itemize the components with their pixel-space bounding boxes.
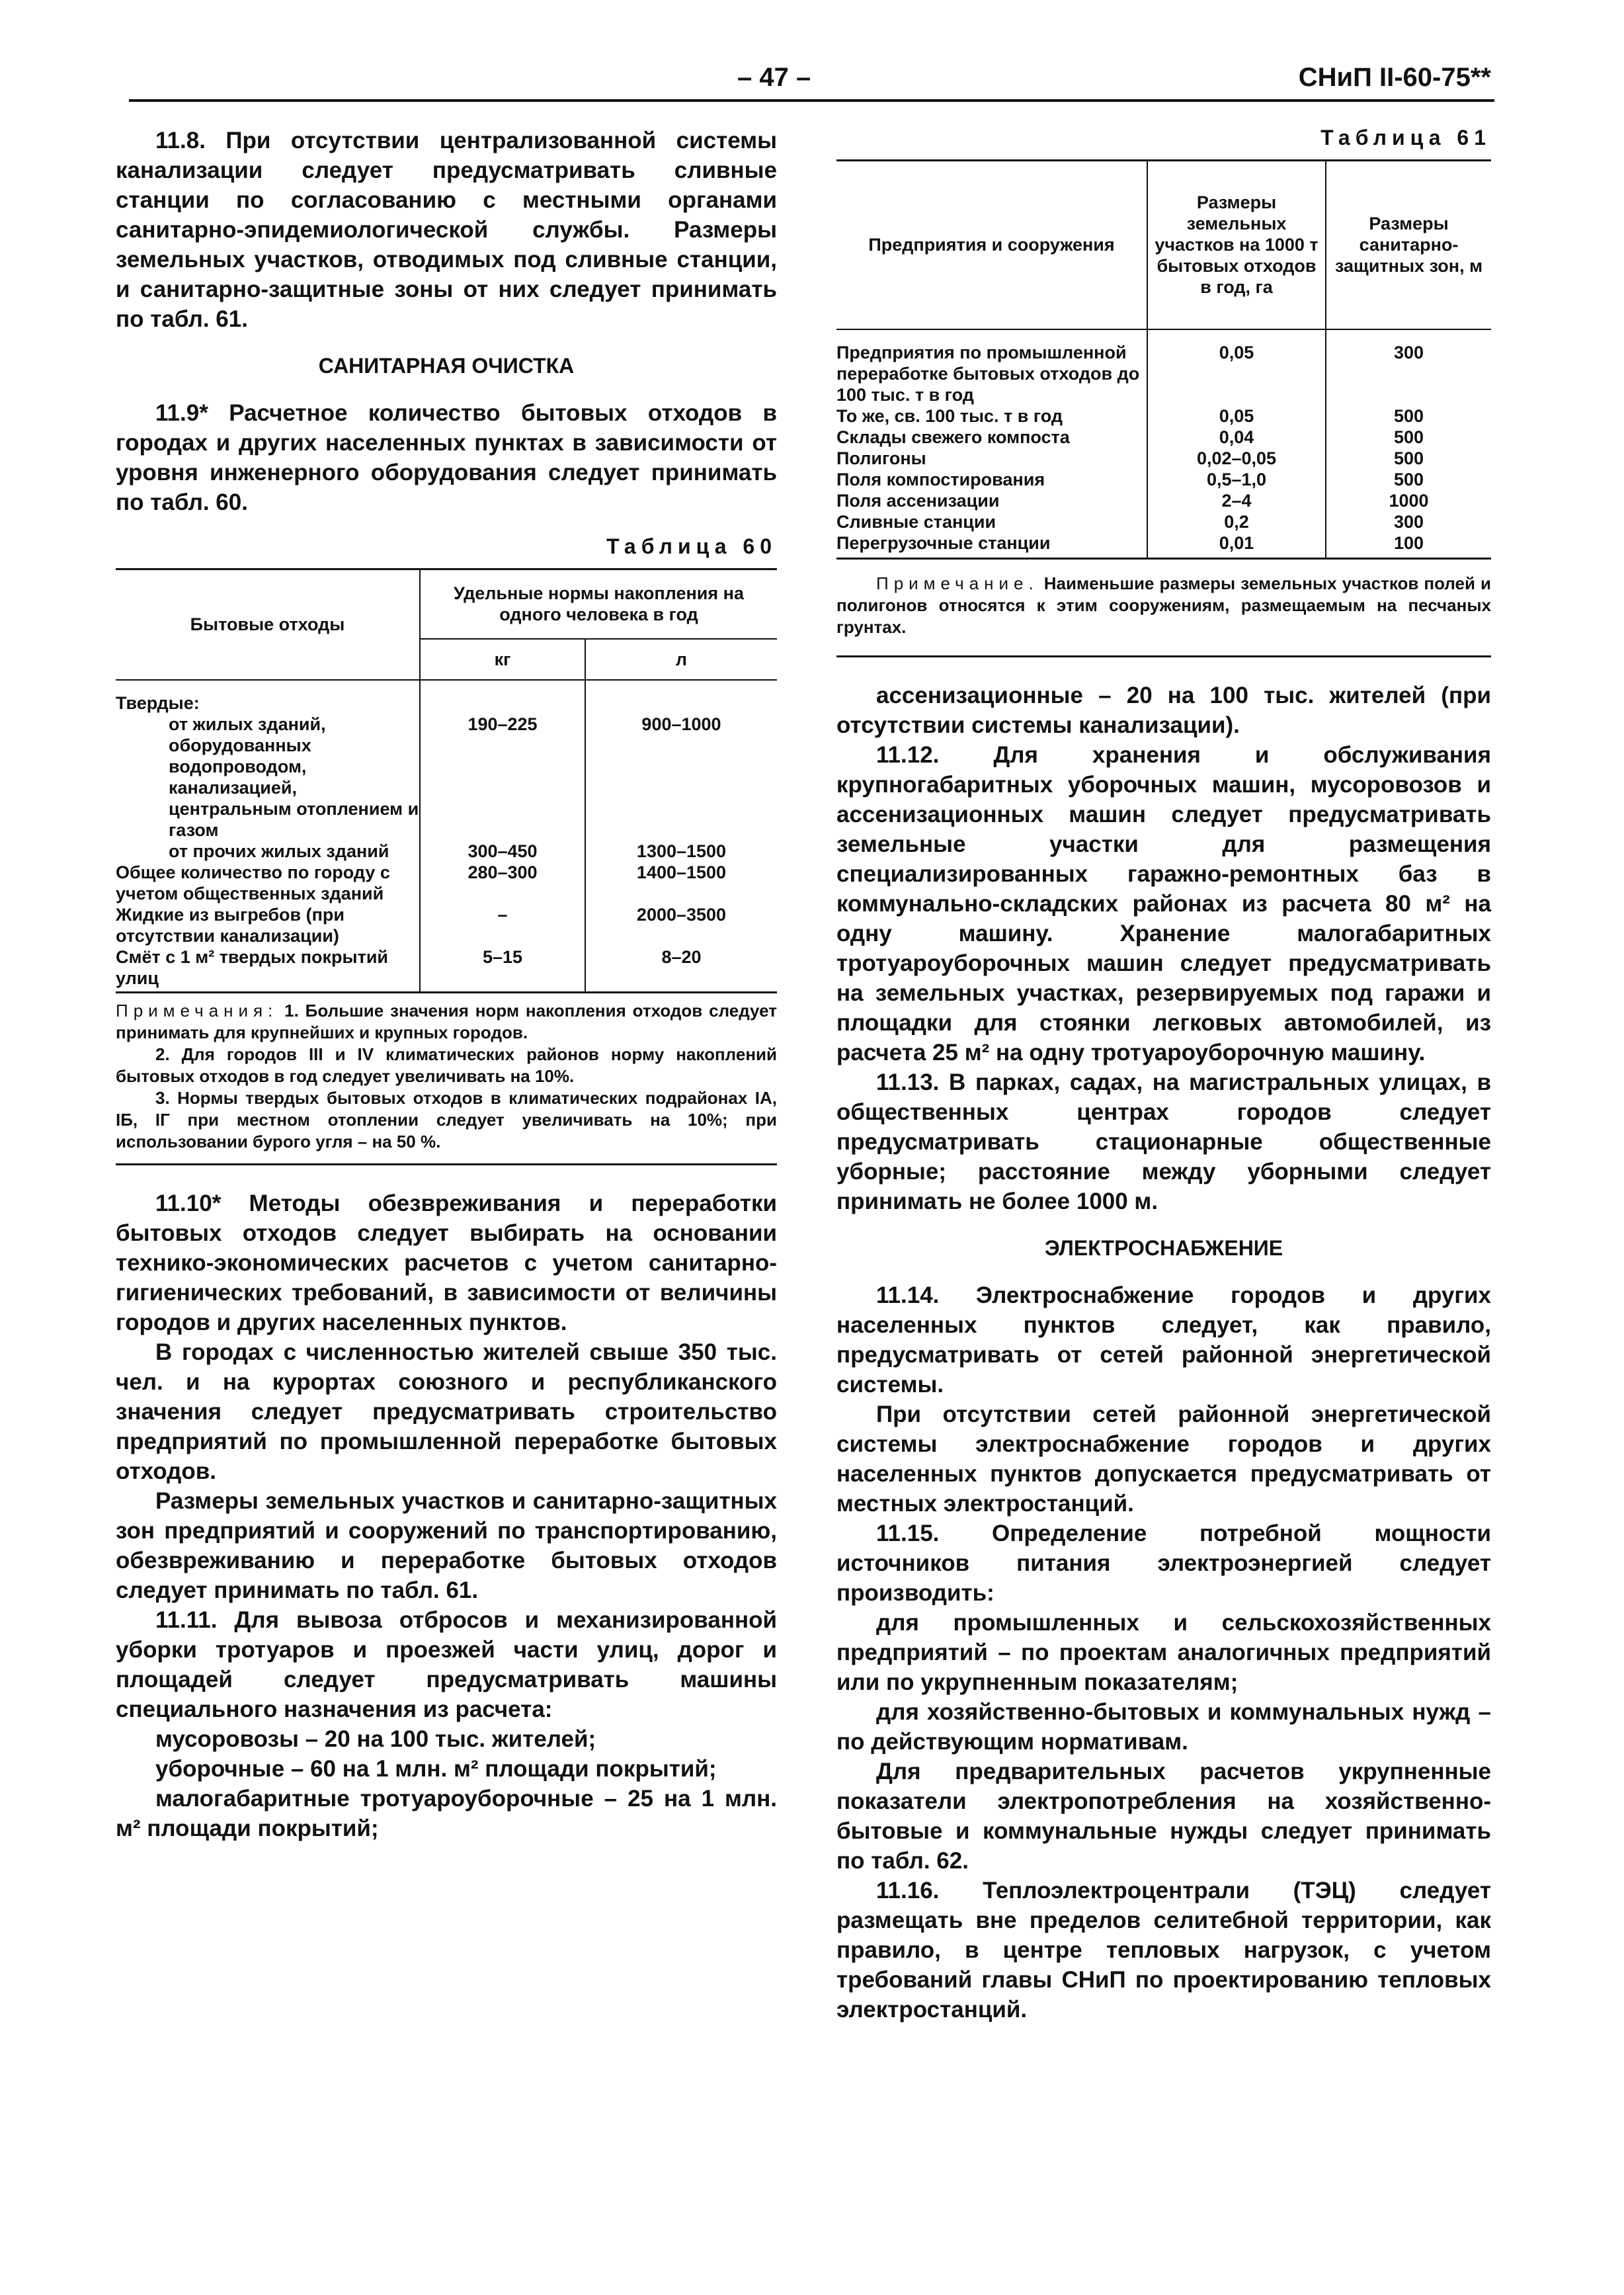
paragraph-11-10: 11.10* Методы обезвреживания и переработки бытовых отходов следует выбирать на основании технико-экономических расчетов с учетом санитарно-гигиенических требований, в зависимости от величины городов и других населенных пунктов. <box>116 1190 777 1335</box>
paragraph-11-16: 11.16. Теплоэлектроцентрали (ТЭЦ) следует размещать вне пределов селитебной территории, как правило, в центре тепловых нагрузок, с учетом требований главы СНиП по проектированию тепловых электростанций. <box>836 1877 1491 2023</box>
document-code: СНиП II-60-75** <box>1298 63 1491 92</box>
row-kg: 300–450 <box>420 841 585 862</box>
right-column <box>836 126 1491 2024</box>
row-name: Склады свежего компоста <box>836 427 1147 448</box>
page-number: – 47 – <box>737 63 811 92</box>
table-row <box>836 511 1491 532</box>
table-row <box>836 427 1491 448</box>
note-label: Примечание. <box>876 573 1039 593</box>
row-land: 0,05 <box>1147 405 1326 427</box>
table-row <box>116 862 777 904</box>
row-land: 0,2 <box>1147 511 1326 532</box>
column-header-norms: Удельные нормы накопления на одного человека в год <box>420 569 777 639</box>
paragraph-11-15a: для промышленных и сельскохозяйственных предприятий – по проектам аналогичных предприятий или по укрупненным показателям; <box>836 1609 1491 1695</box>
paragraph-11-14: 11.14. Электроснабжение городов и других населенных пунктов следует, как правило, предусматривать от сетей районной энергетической системы. <box>836 1282 1491 1398</box>
section-heading-sanitary: САНИТАРНАЯ ОЧИСТКА <box>318 354 575 378</box>
paragraph-11-12: 11.12. Для хранения и обслуживания крупногабаритных уборочных машин, мусоровозов и ассенизационных машин следует предусматривать земельные участки для размещения специализированных гаражно-ремонтных баз в коммунально-складских районах из расчета 80 м² на одну машину. Хранение малогабаритных тротуароуборочных машин следует предусматривать на земельных участках, резервируемых под гаражи и площадки для стоянки легковых автомобилей, из расчета 25 м² на одну тротуароуборочную машину. <box>836 741 1491 1065</box>
row-name: Общее количество по городу с учетом общественных зданий <box>116 862 420 904</box>
list-item: мусоровозы – 20 на 100 тыс. жителей; <box>155 1726 596 1752</box>
page-header <box>129 63 1491 97</box>
row-kg: 5–15 <box>420 946 585 993</box>
column-header-kg: кг <box>420 639 585 680</box>
row-name: Сливные станции <box>836 511 1147 532</box>
table-row <box>836 448 1491 469</box>
row-land: 0,5–1,0 <box>1147 469 1326 490</box>
row-name: То же, св. 100 тыс. т в год <box>836 405 1147 427</box>
column-header-l: л <box>585 639 777 680</box>
note-1: 1. Большие значения норм накопления отходов следует принимать для крупнейших и крупных городов. <box>116 1000 777 1042</box>
table-row <box>116 714 777 841</box>
row-l: 1300–1500 <box>636 841 727 861</box>
row-name: от прочих жилых зданий <box>116 841 420 862</box>
paragraph-11-13: 11.13. В парках, садах, на магистральных улицах, в общественных центрах городов следует предусматривать стационарные общественные уборные; расстояние между уборными следует принимать не более 1000 м. <box>836 1069 1491 1214</box>
row-name: Смёт с 1 м² твердых покрытий улиц <box>116 946 420 993</box>
column-header-waste: Бытовые отходы <box>116 569 420 680</box>
table-row <box>116 946 777 993</box>
table-row <box>836 490 1491 511</box>
row-name: Жидкие из выгребов (при отсутствии канализации) <box>116 904 420 946</box>
row-name: Полигоны <box>836 448 1147 469</box>
row-land: 0,04 <box>1147 427 1326 448</box>
column-header-enterprise: Предприятия и сооружения <box>836 161 1147 329</box>
paragraph-11-15: 11.15. Определение потребной мощности источников питания электроэнергией следует производить: <box>836 1520 1491 1606</box>
paragraph-11-15b: для хозяйственно-бытовых и коммунальных нужд – по действующим нормативам. <box>836 1698 1491 1755</box>
list-item: малогабаритные тротуароуборочные – 25 на 1 млн. м² площади покрытий; <box>116 1785 777 1841</box>
table-60-notes <box>116 1000 777 1044</box>
paragraph-11-10c: Размеры земельных участков и санитарно-защитных зон предприятий и сооружений по транспортированию, обезвреживанию и переработке бытовых отходов следует принимать по табл. 61. <box>116 1487 777 1603</box>
row-l: 900–1000 <box>641 714 721 734</box>
table-row <box>836 405 1491 427</box>
column-header-zone: Размеры санитарно-защитных зон, м <box>1326 161 1491 329</box>
row-land: 2–4 <box>1147 490 1326 511</box>
table-61-caption: Таблица 61 <box>1320 126 1491 149</box>
row-name: Перегрузочные станции <box>836 532 1147 559</box>
note-2: 2. Для городов III и IV климатических районов норму накоплений бытовых отходов в год следует увеличивать на 10%. <box>116 1044 777 1086</box>
table-row <box>836 532 1491 559</box>
row-kg: 280–300 <box>420 862 585 904</box>
row-name: Поля ассенизации <box>836 490 1147 511</box>
row-zone: 1000 <box>1389 490 1429 511</box>
paragraph-11-10b: В городах с численностью жителей свыше 350 тыс. чел. и на курортах союзного и республиканского значения следует предусматривать строительство предприятий по промышленной переработке бытовых отходов. <box>116 1339 777 1484</box>
row-l: 8–20 <box>661 946 702 967</box>
row-land: 0,01 <box>1147 532 1326 559</box>
row-zone: 500 <box>1393 405 1424 426</box>
table-group-solid: Твердые: <box>116 680 420 714</box>
row-zone: 500 <box>1393 427 1424 447</box>
table-60 <box>116 568 777 993</box>
paragraph-11-8: 11.8. При отсутствии централизованной системы канализации следует предусматривать сливные станции по согласованию с местными органами санитарно-эпидемиологической службы. Размеры земельных участков, отводимых под сливные станции, и санитарно-защитные зоны от них следует принимать по табл. 61. <box>116 128 777 332</box>
row-zone: 300 <box>1393 511 1424 532</box>
row-zone: 500 <box>1393 469 1424 489</box>
row-zone: 300 <box>1393 342 1424 362</box>
row-l: 2000–3500 <box>636 904 727 925</box>
row-name: от жилых зданий, оборудованных водопроводом, канализацией, центральным отоплением и газом <box>116 714 420 841</box>
row-land: 0,05 <box>1147 329 1326 405</box>
row-name: Поля компостирования <box>836 469 1147 490</box>
table-row <box>116 841 777 862</box>
row-l: 1400–1500 <box>636 862 727 882</box>
row-zone: 500 <box>1393 448 1424 468</box>
row-name: Предприятия по промышленной переработке бытовых отходов до 100 тыс. т в год <box>836 329 1147 405</box>
table-61-note <box>836 573 1491 638</box>
left-column <box>116 126 777 1843</box>
row-kg: – <box>420 904 585 946</box>
section-heading-power: ЭЛЕКТРОСНАБЖЕНИЕ <box>1044 1235 1283 1260</box>
notes-label: Примечания: <box>116 1000 278 1021</box>
row-kg: 190–225 <box>420 714 585 841</box>
paragraph-11-15c: Для предварительных расчетов укрупненные показатели электропотребления на хозяйственно-бытовые и коммунальные нужды следует принимать по табл. 62. <box>836 1758 1491 1874</box>
list-item: уборочные – 60 на 1 млн. м² площади покрытий; <box>155 1755 717 1782</box>
table-row <box>116 904 777 946</box>
note-text: Наименьшие размеры земельных участков полей и полигонов относятся к этим сооружениям, размещаемым на песчаных грунтах. <box>836 573 1491 637</box>
paragraph-11-14b: При отсутствии сетей районной энергетической системы электроснабжение городов и других населенных пунктов допускается предусматривать от местных электростанций. <box>836 1401 1491 1517</box>
row-zone: 100 <box>1393 532 1424 553</box>
paragraph-11-9: 11.9* Расчетное количество бытовых отходов в городах и других населенных пунктах в зависимости от уровня инженерного оборудования следует принимать по табл. 60. <box>116 400 777 515</box>
column-header-land: Размеры земельных участков на 1000 т бытовых отходов в год, га <box>1147 161 1326 329</box>
table-row <box>836 469 1491 490</box>
table-61 <box>836 159 1491 560</box>
table-60-caption: Таблица 60 <box>606 534 777 558</box>
header-divider <box>129 99 1494 102</box>
row-land: 0,02–0,05 <box>1147 448 1326 469</box>
paragraph-11-11: 11.11. Для вывоза отбросов и механизированной уборки тротуаров и проезжей части улиц, дорог и площадей следует предусматривать машины специального назначения из расчета: <box>116 1607 777 1722</box>
note-3: 3. Нормы твердых бытовых отходов в климатических подрайонах IА, IБ, IГ при местном отоплении следует увеличивать на 10%; при использовании бурого угля – на 50 %. <box>116 1087 777 1151</box>
paragraph-continuation: ассенизационные – 20 на 100 тыс. жителей (при отсутствии системы канализации). <box>836 682 1491 738</box>
table-row <box>836 329 1491 405</box>
